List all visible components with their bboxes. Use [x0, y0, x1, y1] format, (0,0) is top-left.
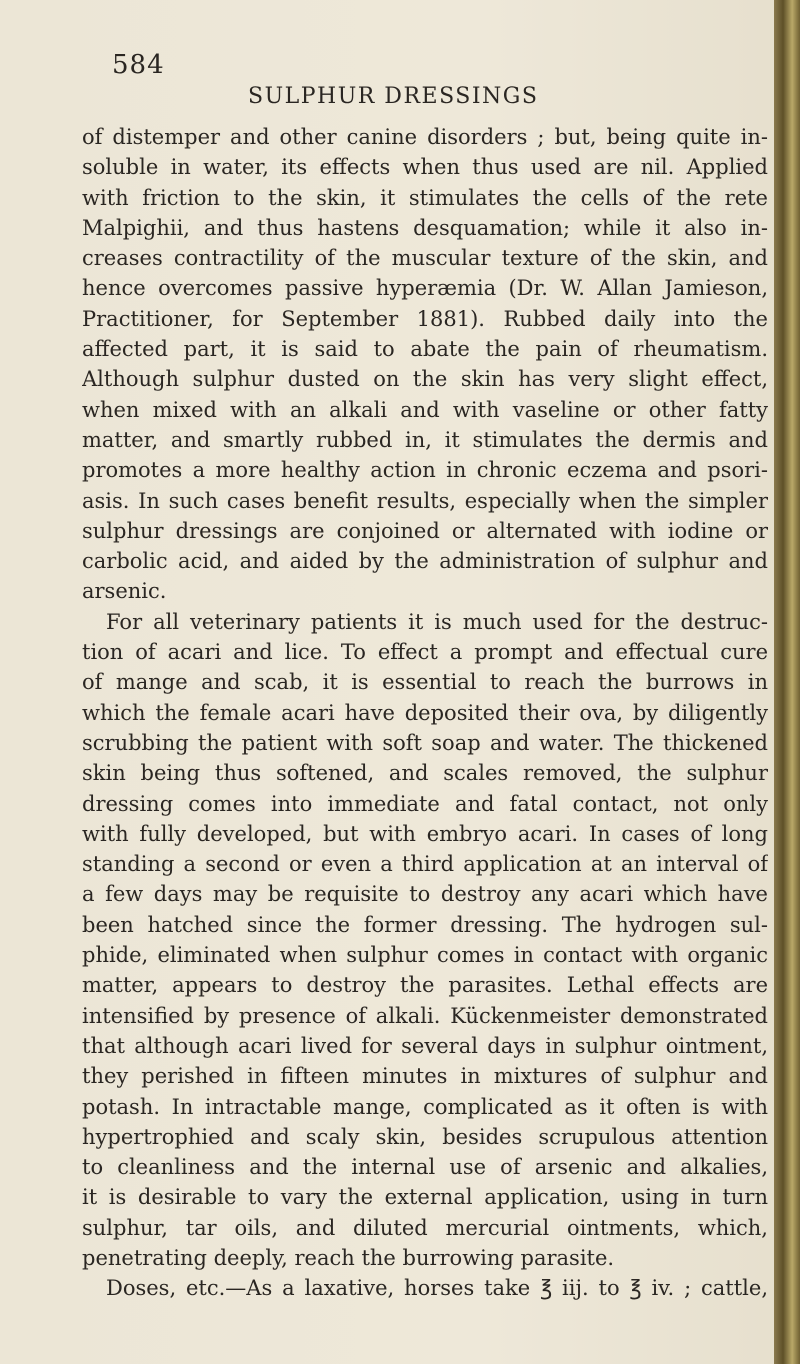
text-line: For all veterinary patients it is much used for the destruc-	[106, 609, 768, 634]
text-line: it is desirable to vary the external application, using in turn	[82, 1185, 768, 1210]
text-line: standing a second or even a third application at an interval of	[82, 852, 768, 877]
text-line: hence overcomes passive hyperæmia (Dr. W. Allan Jamieson,	[82, 276, 768, 301]
text-line: with fully developed, but with embryo acari. In cases of long	[82, 821, 768, 846]
text-line: intensified by presence of alkali. Kückenmeister demonstrated	[82, 1003, 768, 1028]
text-line: of mange and scab, it is essential to reach the burrows in	[82, 670, 768, 695]
text-line: Malpighii, and thus hastens desquamation; while it also in-	[82, 215, 768, 240]
text-line: with friction to the skin, it stimulates the cells of the rete	[82, 185, 768, 210]
text-line: Doses, etc.—As a laxative, horses take ℥ iij. to ℥ iv. ; cattle,	[106, 1276, 768, 1301]
text-line: arsenic.	[82, 579, 167, 604]
text-line: potash. In intractable mange, complicated as it often is with	[82, 1094, 768, 1119]
text-line: scrubbing the patient with soft soap and water. The thickened	[82, 730, 768, 755]
running-head: SULPHUR DRESSINGS	[248, 84, 539, 109]
text-line: to cleanliness and the internal use of arsenic and alkalies,	[82, 1155, 768, 1180]
text-line: dressing comes into immediate and fatal contact, not only	[82, 791, 768, 816]
text-line: sulphur, tar oils, and diluted mercurial ointments, which,	[82, 1215, 768, 1240]
text-line: Practitioner, for September 1881). Rubbed daily into the	[82, 306, 768, 331]
text-line: skin being thus softened, and scales removed, the sulphur	[82, 761, 768, 786]
text-line: phide, eliminated when sulphur comes in contact with organic	[82, 943, 768, 968]
text-line: asis. In such cases benefit results, especially when the simpler	[82, 488, 768, 513]
text-line: of distemper and other canine disorders ; but, being quite in-	[82, 125, 768, 149]
text-line: when mixed with an alkali and with vaseline or other fatty	[82, 397, 768, 422]
text-line: that although acari lived for several days in sulphur ointment,	[82, 1033, 768, 1058]
text-line: matter, appears to destroy the parasites. Lethal effects are	[82, 973, 768, 998]
page-number: 584	[112, 50, 165, 80]
text-line: carbolic acid, and aided by the administration of sulphur and	[82, 549, 768, 574]
body-text	[82, 122, 768, 1304]
text-line: matter, and smartly rubbed in, it stimulates the dermis and	[82, 427, 768, 452]
text-line: they perished in fifteen minutes in mixtures of sulphur and	[82, 1064, 768, 1089]
text-line: sulphur dressings are conjoined or alternated with iodine or	[82, 518, 768, 543]
text-line: promotes a more healthy action in chronic eczema and psori-	[82, 458, 768, 483]
text-line: tion of acari and lice. To effect a prompt and effectual cure	[82, 640, 768, 665]
text-line: soluble in water, its effects when thus used are nil. Applied	[82, 155, 768, 180]
text-line: penetrating deeply, reach the burrowing parasite.	[82, 1245, 615, 1270]
text-line: creases contractility of the muscular texture of the skin, and	[82, 246, 768, 271]
text-line: been hatched since the former dressing. The hydrogen sul-	[82, 912, 768, 937]
text-line: which the female acari have deposited their ova, by diligently	[82, 700, 768, 725]
book-spine-edge	[774, 0, 800, 1364]
text-line: a few days may be requisite to destroy any acari which have	[82, 882, 768, 907]
text-line: Although sulphur dusted on the skin has very slight effect,	[82, 367, 768, 392]
text-line: affected part, it is said to abate the pain of rheumatism.	[82, 337, 768, 362]
text-line: hypertrophied and scaly skin, besides scrupulous attention	[82, 1124, 768, 1149]
